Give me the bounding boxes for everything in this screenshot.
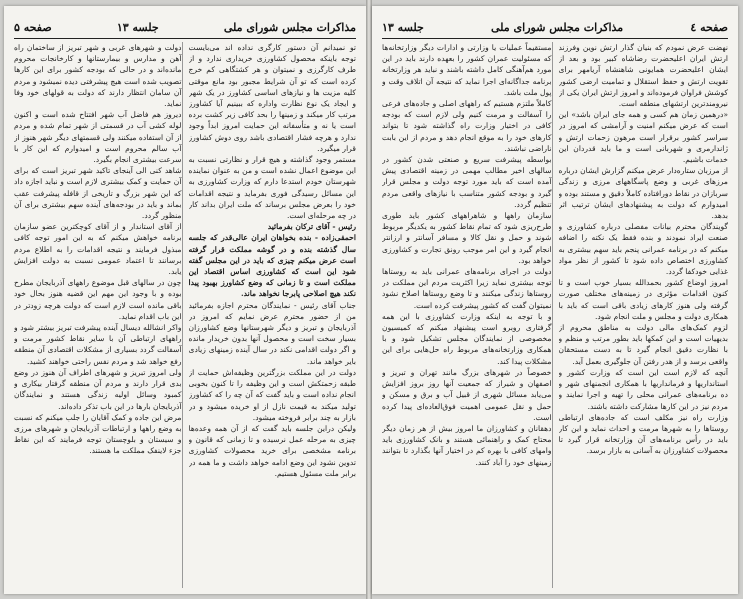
paragraph: مستمر وجود گذاشته و هیچ قرار و نظارتی نسبت به این موضوع اعمال نشده است و من به عنوان نماینده شهرستان خودم استدعا دارم که وزارت کشاورزی به این مسائل رسیدگی فوری بفرماید و نتیجه اقدامات خود را بعرض مجلس برساند که ملت ایران بداند کار در چه مرحله‌ای است. (188, 155, 356, 221)
text-column (559, 42, 729, 588)
page-number: صفحه ٤ (690, 20, 728, 34)
running-title: مذاکرات مجلس شورای ملی (223, 20, 356, 34)
right-page-header (382, 16, 728, 39)
paragraph: دیروز هم فاضل آب شهر افتتاح شده است و اکنون لوله کشی آب در قسمتی از شهر تمام شده و مردم از آن استفاده میکنند ولی قسمتهای دیگر شهر هنوز از آب سالم محروم است و امیدوارم که این کار با سرعت بیشتری انجام بگیرد. (14, 110, 182, 165)
paragraph: ولیکن دراین جلسه باید گفت که از آن همه وعده‌ها چیزی به مرحله عمل نرسیده و تا زمانی که قانون و برنامه مشخصی برای خرید محصولات کشاورزی تدوین نشود این وضع ادامه خواهد داشت و ما همه در برابر ملت مسئول هستیم. (188, 423, 356, 478)
paragraph: گویندگان محترم بیانات مفصلی درباره کشاورزی و صنعت ایراد نمودند و بنده فقط یک نکته را اضافه میکنم که در برنامه عمرانی پنجم باید سهم بیشتری به کشاورزی اختصاص داده شود تا کشور از نظر مواد غذایی خودکفا گردد. (558, 222, 728, 277)
paragraph: تو نمیدانم آن دستور کارگری نداده اند می‌بایست توجه باینکه محصول کشاورزی خریداری ندارد و از طرف کارگرزی و نمیتوان و هر کشتگاهی کم خرج کرده است که تو آن شرایط مجبور بود مانع موقتی کلیه مزیت ها و نیازهای اساسی کشاورز در یک شهر و ایجاد یک نوع نظارت واداره که ببینیم آیا کشاورز مرتب کار میکند و زمینها را بحد کافی زیر کشت برده است یا نه و متأسفانه این حمایت امروز ابداً وجود ندارد و هرچه فشار اقتصادی باشد روی دوش کشاورز قرار میگیرد. (188, 43, 356, 153)
text-column (14, 42, 183, 588)
paragraph: کاملاً ملتزم هستیم که راههای اصلی و جاده‌های فرعی را آسفالت و مرمت کنیم ولی لازم است که بودجه کافی در اختیار وزارت راه گذاشته شود تا بتواند کارهای خود را به موقع انجام دهد و مردم از این بابت ناراضی نباشند. (382, 99, 552, 153)
paragraph: رئیس - آقای ترکان بفرمائید (267, 222, 356, 232)
left-page-columns (14, 42, 356, 588)
paragraph: احمقی‌زاده - بنده بخواهان ایران عالی‌قدر که جلسه سال گذشته بنده و در گوشه مملکت قرار گرفته است عرض میکنم چیزی که باید در این مجلس گفته شود این است که کشاورزی اساس اقتصاد این مملکت است و تا زمانی که وضع کشاورز بهبود پیدا نکند هیچ اصلاحی پابرجا نخواهد ماند. (188, 233, 356, 299)
session-label: جلسه ۱۳ (382, 20, 424, 34)
page-number: صفحه ۵ (14, 20, 52, 34)
paragraph: و با توجه به اینکه وزارت کشاورزی با این همه گرفتاری روبرو است پیشنهاد میکنم که کمیسیون مخصوصی از نمایندگان مجلس تشکیل شود و با همکاری وزارتخانه‌های مربوط راه حل‌هایی برای این مشکلات پیدا کند. (382, 311, 552, 366)
paragraph: دهقانان و کشاورزان ما امروز بیش از هر زمان دیگر محتاج کمک و راهنمائی هستند و بانک کشاورزی باید وامهای کافی با بهره کم در اختیار آنها بگذارد تا بتوانند زمینهای خود را آباد کنند. (382, 423, 552, 467)
paragraph: وزارت راه نیز مکلف است که جاده‌های ارتباطی روستاها را به شهرها مرمت و احداث نماید و این کار باید در رأس برنامه‌های آن وزارتخانه قرار گیرد تا محصولات کشاورزان به آسانی به بازار برسد. (558, 412, 728, 456)
right-page (372, 6, 738, 594)
paragraph: واکر انشالله دیسال آینده پیشرفت تبریز بیشتر شود و راههای ارتباطی آن با سایر نقاط کشور مرمت و آسفالت گردد بسیاری از مشکلات اقتصادی آن منطقه رفع خواهد شد و مردم نفس راحتی خواهند کشید. (14, 323, 182, 366)
text-column (382, 42, 553, 588)
paragraph: دولت در این مملکت بزرگترین وظیفه‌اش حمایت از طبقه زحمتکش است و این وظیفه را تا کنون بخوبی انجام نداده است و باید گفت که آن چه را که کشاورز تولید میکند به قیمت نازل از او خریده میشود و در بازار به چند برابر فروخته میشود. (188, 367, 356, 422)
paragraph: دولت و شهرهای غربی و شهر تبریز از ساختمان راه آهن و مدارس و بیمارستانها و کارخانجات محروم مانده‌اند و در حالی که بودجه کشور برای این کارها تصویب شده است هیچ پیشرفتی دیده نمیشود و مردم آن سامان انتظار دارند که دولت به قولهای خود وفا نماید. (14, 43, 182, 109)
paragraph: امروز اوضاع کشور بحمدالله بسیار خوب است و تا کنون اقدامات مؤثری در زمینه‌های مختلف صورت گرفته ولی هنوز کارهای زیادی باقی است که باید با همکاری دولت و مجلس و ملت انجام شود. (558, 278, 728, 321)
running-title: مذاکرات مجلس شورای ملی (491, 20, 624, 34)
paragraph: از مرزبان ستاره‌دار عرض میکنم گزارش ایشان درباره مرزهای غربی و وضع پاسگاههای مرزی و زندگی سربازان در نقاط دورافتاده کاملاً دقیق و مستند بوده و امیدوارم که دولت به پیشنهادهای ایشان ترتیب اثر بدهد. (558, 166, 728, 221)
paragraph: جناب آقای رئیس - نمایندگان محترم اجازه بفرمائید من از حضور محترم عرض نمایم که امروز در آذربایجان و تبریز و دیگر شهرستانها وضع کشاورزان بسیار سخت است و محصول آنها بدون خریدار مانده و اگر دولت اقدامی نکند در سال آینده زمینهای زیادی بایر خواهد ماند. (188, 300, 356, 366)
session-label: جلسه ۱۳ (116, 20, 159, 34)
text-column (189, 42, 357, 588)
paragraph: چون در سالهای قبل موضوع راههای آذربایجان مطرح بوده و با وجود این مهم این قضیه هنوز بحال خود باقی مانده است لازم است که دولت هرچه زودتر در این باب اقدام نماید. (14, 278, 182, 321)
paragraph: شاهد کنی الی آینجای تاکید شهر تبریز است که برای آن حمایت و کمک بیشتری لازم است و نباید اجازه داد که این شهر بزرگ و تاریخی از قافله پیشرفت عقب بماند و باید در بودجه‌های آینده سهم بیشتری برای آن منظور گردد. (14, 166, 182, 221)
paragraph: مستقیماً عملیات یا وزارتی و ادارات دیگر وزارتخانه‌ها که مسئولیت عمران کشور را بعهده دارند باید در این مورد هم‌آهنگی کامل داشته باشند و نباید هر وزارتخانه برنامه جداگانه‌ای اجرا نماید که نتیجه آن اتلاف وقت و پول ملت باشد. (382, 43, 552, 97)
paragraph: ولی امروز تبریز و شهرهای اطراف آن هنوز در وضع بدی قرار دارند و مردم آن منطقه گرفتار بیکاری و کمبود وسائل اولیه زندگی هستند و نمایندگان آذربایجان بارها در این باب تذکر داده‌اند. (14, 367, 182, 411)
paragraph: بواسطه پیشرفت سریع و صنعتی شدن کشور در سالهای اخیر مطالب مهمی در زمینه اقتصادی پیش آمده است که باید مورد توجه دولت و مجلس قرار گیرد و بودجه کشور متناسب با نیازهای واقعی مردم تنظیم گردد. (382, 155, 552, 209)
paragraph: نهضت عرض نمودم که بنیان گذار ارتش نوین وفرزند ارتش ایران اعلیحضرت رضاشاه کبیر بود و بعد از ایشان اعلیحضرت همایونی شاهنشاه آریامهر برای تقویت ارتش و حفظ استقلال و تمامیت ارضی کشور کوشش فراوان فرموده‌اند و امروز ارتش ایران یکی از نیرومندترین ارتشهای منطقه است. (558, 43, 728, 109)
paragraph: «درهمین زمان هم کسی و همه جای ایران باشد» این است که عرض میکنم امنیت و آرامشی که امروز در سراسر کشور برقرار است مرهون زحمات ارتش و ژاندارمری و شهربانی است و ما باید قدردان این خدمات باشیم. (558, 110, 728, 165)
paragraph: از آقای استاندار و از آقای کوچکترین عضو سازمان برنامه خواهش میکنم که به این امور توجه کافی مبذول فرمایند و نتیجه اقدامات را به اطلاع مردم برسانند تا اعتماد عمومی نسبت به دولت افزایش یابد. (14, 222, 182, 277)
paragraph: لزوم کمک‌های مالی دولت به مناطق محروم از بدیهیات است و این کمکها باید بطور مرتب و منظم و با نظارت دقیق انجام گیرد تا به دست مستحقان واقعی برسد و از هدر رفتن آن جلوگیری بعمل آید. (558, 323, 728, 366)
paragraph: خصوصاً در شهرهای بزرگ مانند تهران و تبریز و اصفهان و شیراز که جمعیت آنها روز بروز افزایش می‌یابد مسائل شهری از قبیل آب و برق و مسکن و حمل و نقل عمومی اهمیت فوق‌العاده‌ای پیدا کرده است. (382, 367, 552, 422)
paragraph: مرض این جاده و کمک آقایان را جلب میکنم که نسبت به وضع راهها و ارتباطات آذربایجان و شهرهای مرزی و سیستان و بلوچستان توجه فرمایند که این نقاط جزء لاینفک مملکت ما هستند. (14, 412, 182, 456)
paragraph: آنچه که لازم است این است که وزارت کشور و استانداریها و فرمانداریها با همکاری انجمنهای شهر و ده برنامه‌های عمرانی محلی را تهیه و اجرا نمایند و مردم نیز در این کارها مشارکت داشته باشند. (558, 367, 728, 411)
left-page (4, 6, 366, 594)
right-page-columns (382, 42, 728, 588)
paragraph: دولت در اجرای برنامه‌های عمرانی باید به روستاها توجه بیشتری نماید زیرا اکثریت مردم این مملکت در روستاها زندگی میکنند و تا وضع روستاها اصلاح نشود نمیتوان گفت که کشور پیشرفت کرده است. (382, 267, 552, 310)
left-page-header (14, 16, 356, 39)
paragraph: سازمان راهها و شاهراههای کشور باید طوری طرح‌ریزی شود که تمام نقاط کشور به یکدیگر مربوط شوند و حمل و نقل کالا و مسافر آسانتر و ارزانتر انجام گیرد و این امر موجب رونق تجارت و کشاورزی خواهد بود. (382, 211, 552, 265)
